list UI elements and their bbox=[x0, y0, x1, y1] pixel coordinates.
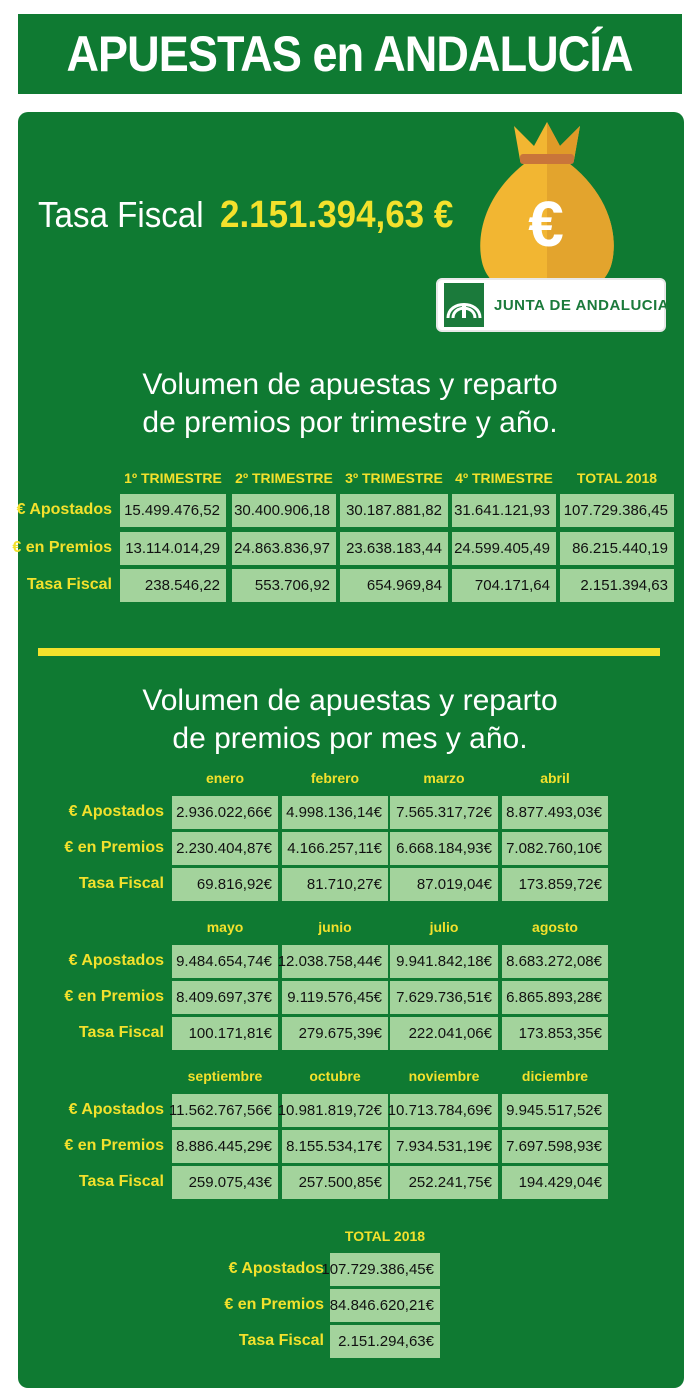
quarter-column-header: TOTAL 2018 bbox=[576, 470, 658, 486]
quarter-value-cell: 238.546,22 bbox=[120, 569, 226, 602]
month-value-cell: 222.041,06€ bbox=[390, 1017, 498, 1050]
month-value-cell: 8.886.445,29€ bbox=[172, 1130, 278, 1163]
month-value-cell: 9.941.842,18€ bbox=[390, 945, 498, 978]
month-value-cell: 69.816,92€ bbox=[172, 868, 278, 901]
month-value-cell: 279.675,39€ bbox=[282, 1017, 388, 1050]
section-divider bbox=[38, 648, 660, 656]
month-value-cell: 7.565.317,72€ bbox=[390, 796, 498, 829]
euro-symbol: € bbox=[528, 188, 564, 260]
total-row-label: € Apostados bbox=[228, 1260, 324, 1277]
month-value-cell: 6.865.893,28€ bbox=[502, 981, 608, 1014]
tasa-label: Tasa Fiscal bbox=[38, 194, 204, 235]
month-column-header: febrero bbox=[310, 770, 360, 786]
month-value-cell: 10.713.784,69€ bbox=[390, 1094, 498, 1127]
total-column-header: TOTAL 2018 bbox=[344, 1228, 426, 1244]
month-value-cell: 9.119.576,45€ bbox=[282, 981, 388, 1014]
month-value-cell: 8.877.493,03€ bbox=[502, 796, 608, 829]
month-row-label: € Apostados bbox=[68, 1101, 164, 1118]
month-value-cell: 87.019,04€ bbox=[390, 868, 498, 901]
total-row-label: € en Premios bbox=[224, 1296, 324, 1313]
month-value-cell: 173.859,72€ bbox=[502, 868, 608, 901]
tasa-value: 2.151.394,63 € bbox=[220, 193, 454, 236]
total-row-label: Tasa Fiscal bbox=[238, 1332, 324, 1349]
total-value-cell: 84.846.620,21€ bbox=[330, 1289, 440, 1322]
quarter-value-cell: 15.499.476,52 bbox=[120, 494, 226, 527]
month-row-label: € en Premios bbox=[64, 988, 164, 1005]
month-value-cell: 11.562.767,56€ bbox=[172, 1094, 278, 1127]
month-value-cell: 7.934.531,19€ bbox=[390, 1130, 498, 1163]
month-value-cell: 2.936.022,66€ bbox=[172, 796, 278, 829]
arch-icon bbox=[444, 288, 484, 322]
monthly-section-title bbox=[0, 682, 700, 758]
junta-text: JUNTA DE ANDALUCIA bbox=[494, 296, 670, 314]
month-value-cell: 194.429,04€ bbox=[502, 1166, 608, 1199]
quarter-value-cell: 24.863.836,97 bbox=[232, 532, 336, 565]
month-value-cell: 7.629.736,51€ bbox=[390, 981, 498, 1014]
month-value-cell: 257.500,85€ bbox=[282, 1166, 388, 1199]
month-column-header: enero bbox=[205, 770, 245, 786]
month-value-cell: 81.710,27€ bbox=[282, 868, 388, 901]
junta-logo-icon bbox=[444, 283, 484, 327]
month-value-cell: 8.683.272,08€ bbox=[502, 945, 608, 978]
month-column-header: diciembre bbox=[521, 1068, 589, 1084]
quarter-value-cell: 13.114.014,29 bbox=[120, 532, 226, 565]
month-value-cell: 259.075,43€ bbox=[172, 1166, 278, 1199]
month-value-cell: 10.981.819,72€ bbox=[282, 1094, 388, 1127]
month-column-header: marzo bbox=[423, 770, 465, 786]
total-value-cell: 2.151.294,63€ bbox=[330, 1325, 440, 1358]
month-value-cell: 252.241,75€ bbox=[390, 1166, 498, 1199]
quarterly-title-line1: Volumen de apuestas y reparto bbox=[142, 368, 558, 401]
total-value-cell: 107.729.386,45€ bbox=[330, 1253, 440, 1286]
quarter-value-cell: 2.151.394,63 bbox=[560, 569, 674, 602]
quarter-value-cell: 31.641.121,93 bbox=[452, 494, 556, 527]
month-value-cell: 173.853,35€ bbox=[502, 1017, 608, 1050]
quarter-value-cell: 654.969,84 bbox=[340, 569, 448, 602]
month-column-header: mayo bbox=[206, 919, 244, 935]
month-value-cell: 4.998.136,14€ bbox=[282, 796, 388, 829]
quarterly-section-title bbox=[0, 366, 700, 442]
quarter-value-cell: 107.729.386,45 bbox=[560, 494, 674, 527]
month-value-cell: 9.945.517,52€ bbox=[502, 1094, 608, 1127]
bag-band bbox=[520, 154, 574, 164]
month-column-header: junio bbox=[318, 919, 352, 935]
month-value-cell: 6.668.184,93€ bbox=[390, 832, 498, 865]
month-row-label: Tasa Fiscal bbox=[78, 875, 164, 892]
month-column-header: octubre bbox=[309, 1068, 361, 1084]
monthly-title-line2: de premios por mes y año. bbox=[172, 722, 528, 755]
month-value-cell: 8.155.534,17€ bbox=[282, 1130, 388, 1163]
month-row-label: Tasa Fiscal bbox=[78, 1173, 164, 1190]
monthly-title-line1: Volumen de apuestas y reparto bbox=[142, 684, 558, 717]
tasa-summary bbox=[38, 190, 474, 240]
quarter-column-header: 3º TRIMESTRE bbox=[345, 470, 443, 486]
quarter-column-header: 1º TRIMESTRE bbox=[124, 470, 222, 486]
month-value-cell: 8.409.697,37€ bbox=[172, 981, 278, 1014]
quarter-value-cell: 553.706,92 bbox=[232, 569, 336, 602]
month-value-cell: 7.697.598,93€ bbox=[502, 1130, 608, 1163]
month-column-header: agosto bbox=[532, 919, 578, 935]
month-value-cell: 2.230.404,87€ bbox=[172, 832, 278, 865]
quarter-row-label: Tasa Fiscal bbox=[26, 576, 112, 593]
month-column-header: septiembre bbox=[187, 1068, 263, 1084]
quarter-column-header: 4º TRIMESTRE bbox=[455, 470, 553, 486]
month-value-cell: 7.082.760,10€ bbox=[502, 832, 608, 865]
quarter-value-cell: 86.215.440,19 bbox=[560, 532, 674, 565]
month-value-cell: 9.484.654,74€ bbox=[172, 945, 278, 978]
page-title: APUESTAS en ANDALUCÍA bbox=[66, 26, 634, 82]
month-column-header: julio bbox=[429, 919, 459, 935]
quarter-value-cell: 30.187.881,82 bbox=[340, 494, 448, 527]
junta-badge bbox=[436, 278, 670, 332]
month-row-label: € Apostados bbox=[68, 803, 164, 820]
month-column-header: noviembre bbox=[408, 1068, 480, 1084]
month-row-label: € en Premios bbox=[64, 1137, 164, 1154]
month-row-label: Tasa Fiscal bbox=[78, 1024, 164, 1041]
quarter-value-cell: 30.400.906,18 bbox=[232, 494, 336, 527]
month-row-label: € Apostados bbox=[68, 952, 164, 969]
quarter-value-cell: 24.599.405,49 bbox=[452, 532, 556, 565]
quarter-value-cell: 704.171,64 bbox=[452, 569, 556, 602]
quarter-row-label: € en Premios bbox=[12, 539, 112, 556]
month-column-header: abril bbox=[540, 770, 570, 786]
quarterly-title-line2: de premios por trimestre y año. bbox=[142, 406, 558, 439]
month-value-cell: 12.038.758,44€ bbox=[282, 945, 388, 978]
header-banner bbox=[18, 14, 682, 94]
month-value-cell: 4.166.257,11€ bbox=[282, 832, 388, 865]
quarter-value-cell: 23.638.183,44 bbox=[340, 532, 448, 565]
month-row-label: € en Premios bbox=[64, 839, 164, 856]
quarter-row-label: € Apostados bbox=[16, 501, 112, 518]
month-value-cell: 100.171,81€ bbox=[172, 1017, 278, 1050]
quarter-column-header: 2º TRIMESTRE bbox=[235, 470, 333, 486]
